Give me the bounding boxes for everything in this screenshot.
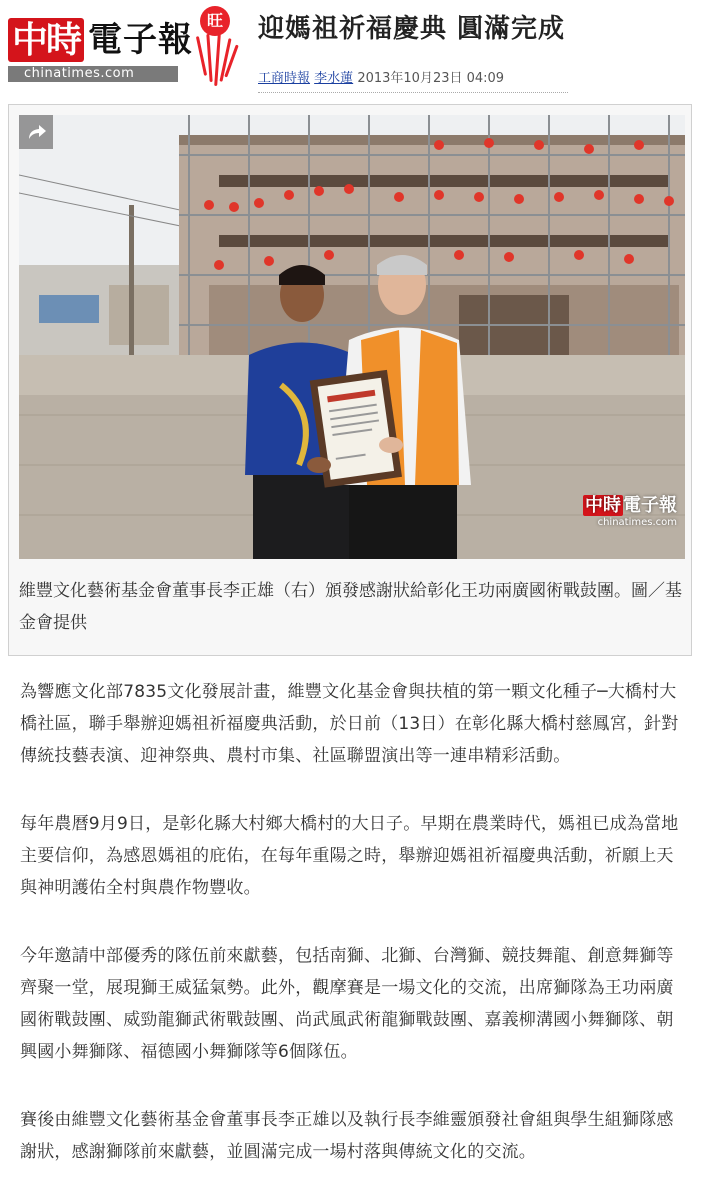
watermark-dianzibao: 電子報 <box>623 495 677 516</box>
article-body <box>20 676 690 1204</box>
logo-url: chinatimes.com <box>8 66 178 82</box>
photo-watermark <box>583 495 677 529</box>
page-header <box>0 0 713 100</box>
article-paragraph: 為響應文化部7835文化發展計畫，維豐文化基金會與扶植的第一顆文化種子─大橋村大橋社區，聯手舉辦迎媽祖祈福慶典活動，於日前（13日）在彰化縣大橋村慈鳳宮，針對傳統技藝表演、迎神祭典、農村市集、社區聯盟演出等一連串精彩活動。 <box>20 682 679 766</box>
source-link[interactable]: 工商時報 <box>258 71 311 86</box>
photo-caption: 維豐文化藝術基金會董事長李正雄（右）頒發感謝狀給彰化王功兩廣國術戰鼓團。圖／基金會提供 <box>19 581 682 633</box>
firecracker-icon <box>194 32 234 90</box>
share-button[interactable] <box>19 115 53 149</box>
header-divider <box>258 92 568 93</box>
share-arrow-icon <box>19 115 53 149</box>
photo-figure <box>8 104 692 656</box>
article-paragraph: 每年農曆9月9日，是彰化縣大村鄉大橋村的大日子。早期在農業時代，媽祖已成為當地主要信仰，為感恩媽祖的庇佑，在每年重陽之時，舉辦迎媽祖祈福慶典活動，祈願上天與神明護佑全村與農作物豐收。 <box>20 814 679 898</box>
article-datetime: 2013年10月23日 04:09 <box>357 71 505 86</box>
article-paragraph: 今年邀請中部優秀的隊伍前來獻藝，包括南獅、北獅、台灣獅、競技舞龍、創意舞獅等齊聚一堂，展現獅王威猛氣勢。此外，觀摩賽是一場文化的交流，出席獅隊為王功兩廣國術戰鼓團、威勁龍獅武術戰鼓團、尚武風武術龍獅戰鼓團、嘉義柳溝國小舞獅隊、朝興國小舞獅隊、福德國小舞獅隊等6個隊伍。 <box>20 946 674 1062</box>
logo-badge: 旺 <box>200 6 230 36</box>
article-paragraph: 賽後由維豐文化藝術基金會董事長李正雄以及執行長李維靈頒發社會組與學生組獅隊感謝狀，感謝獅隊前來獻藝，並圓滿完成一場村落與傳統文化的交流。 <box>20 1110 674 1162</box>
author-link[interactable]: 李水蓮 <box>314 71 354 86</box>
article-photo <box>19 115 685 559</box>
article-headline: 迎媽祖祈福慶典 圓滿完成 <box>258 14 566 44</box>
photo-illustration <box>19 115 685 559</box>
watermark-zhongshi: 中時 <box>585 495 621 516</box>
logo-wordmark <box>8 16 193 62</box>
watermark-url: chinatimes.com <box>597 517 677 528</box>
logo-zhongshi: 中時 <box>8 18 84 62</box>
site-logo[interactable] <box>8 6 233 90</box>
logo-dianzibao: 電子報 <box>88 20 194 60</box>
article-byline <box>258 70 504 88</box>
